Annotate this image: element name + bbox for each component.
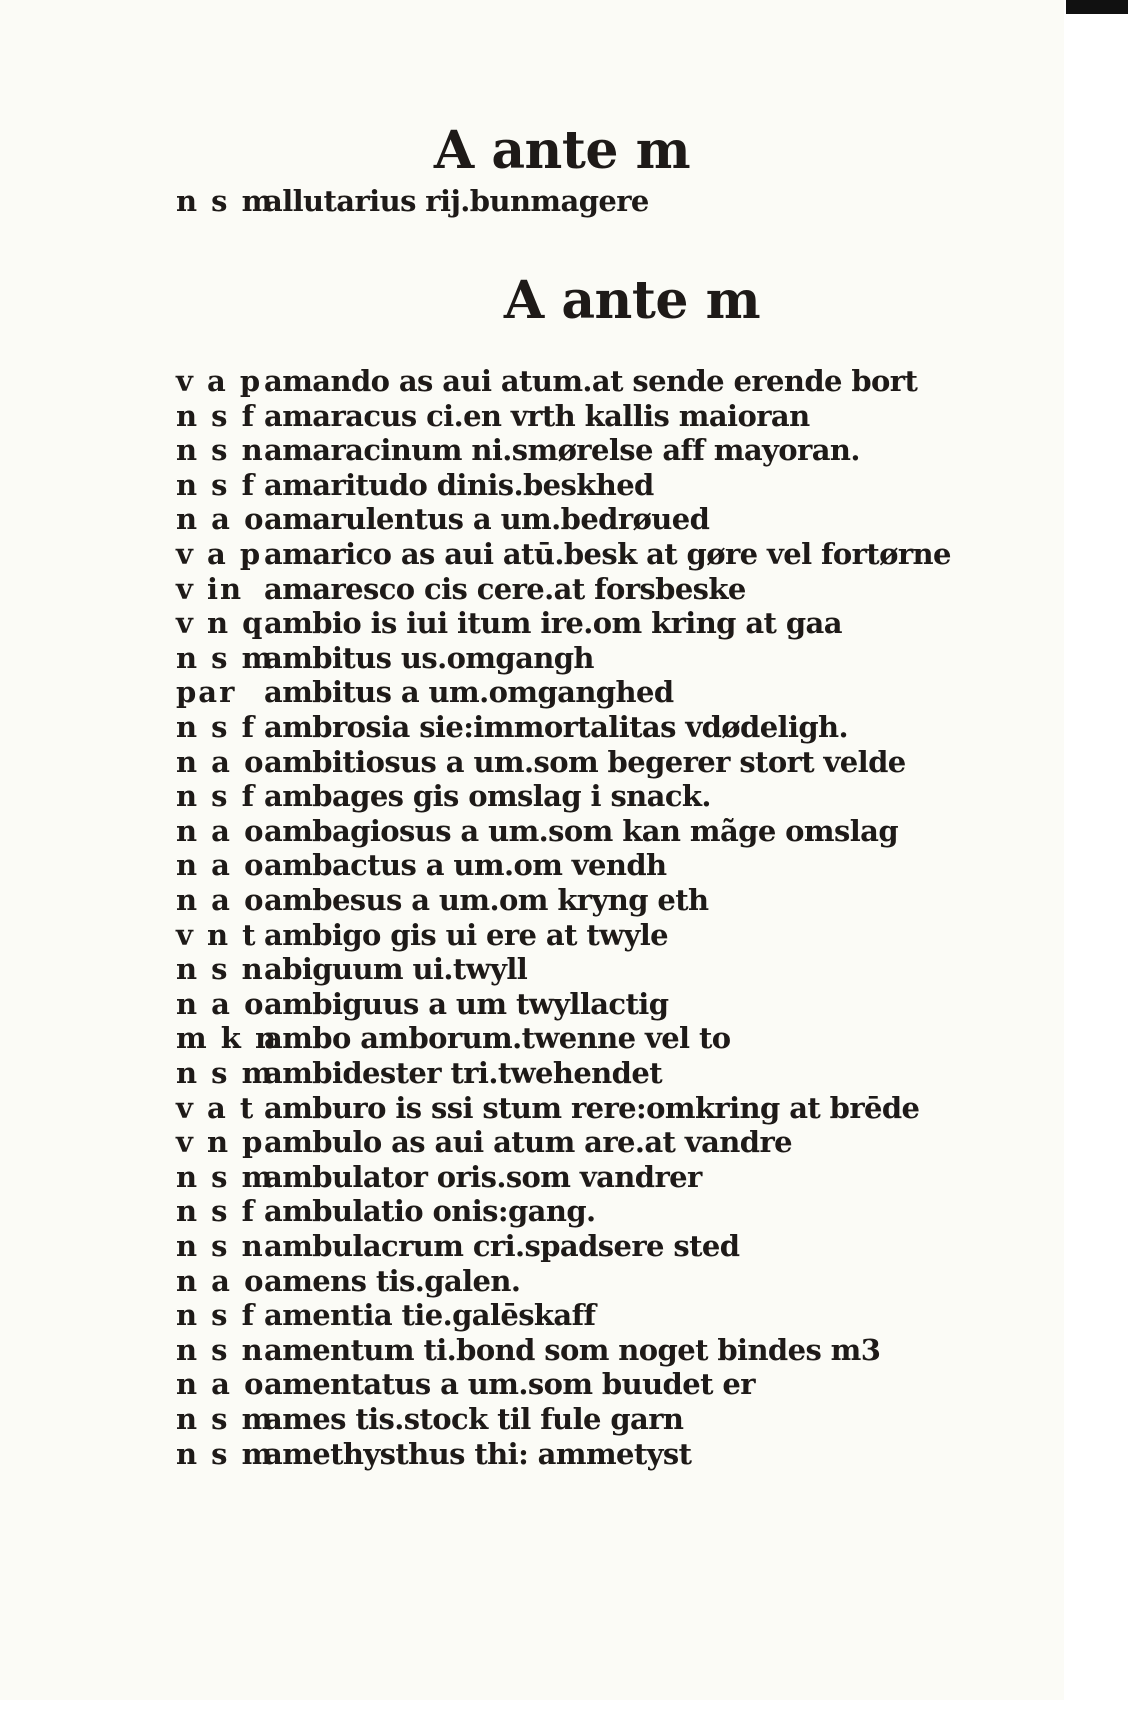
dictionary-entry <box>176 1160 702 1194</box>
dictionary-entry <box>176 1402 683 1436</box>
dictionary-entry <box>176 433 860 467</box>
entry-text: allutarius rij.bunmagere <box>264 184 649 218</box>
grammar-code: n a o <box>176 883 266 917</box>
grammar-code: n s f <box>176 1298 257 1332</box>
dictionary-entry <box>176 1229 739 1263</box>
entry-text: ambio is iui itum ire.om kring at gaa <box>264 606 842 640</box>
section-heading: A ante m <box>433 120 691 181</box>
grammar-code: v n t <box>176 918 258 952</box>
dictionary-entry <box>176 184 649 218</box>
entry-text: ambigo gis ui ere at twyle <box>264 918 669 952</box>
entry-text: ambitus us.omgangh <box>264 641 594 675</box>
grammar-code: v a t <box>176 1091 256 1125</box>
entry-text: ambrosia sie:immortalitas vdødeligh. <box>264 710 849 744</box>
dictionary-entry <box>176 572 746 606</box>
grammar-code: n s n <box>176 952 265 986</box>
grammar-code: n s m <box>176 1160 275 1194</box>
entry-text: abiguum ui.twyll <box>264 952 528 986</box>
dictionary-entry <box>176 1437 691 1471</box>
grammar-code: n a o <box>176 814 266 848</box>
dictionary-entry <box>176 468 654 502</box>
entry-text: ames tis.stock til fule garn <box>264 1402 684 1436</box>
entry-text: amentia tie.galēskaff <box>264 1298 596 1332</box>
grammar-code: n s f <box>176 1194 257 1228</box>
entry-text: amarulentus a um.bedrøued <box>264 502 710 536</box>
dictionary-entry <box>176 606 842 640</box>
dictionary-entry <box>176 537 951 571</box>
entry-text: amentatus a um.som buudet er <box>264 1367 755 1401</box>
grammar-code: n s f <box>176 710 257 744</box>
dictionary-entry <box>176 848 667 882</box>
grammar-code: n s n <box>176 1333 265 1367</box>
entry-text: ambulator oris.som vandrer <box>264 1160 702 1194</box>
dictionary-entry <box>176 779 711 813</box>
grammar-code: n s n <box>176 433 265 467</box>
entry-text: ambages gis omslag i snack. <box>264 779 711 813</box>
dictionary-entry <box>176 502 709 536</box>
grammar-code: n s m <box>176 184 275 218</box>
grammar-code: n a o <box>176 1264 266 1298</box>
entry-text: ambulatio onis:gang. <box>264 1194 596 1228</box>
entry-text: amaracus ci.en vrth kallis maioran <box>264 399 810 433</box>
dictionary-entry <box>176 1264 520 1298</box>
entry-text: ambagiosus a um.som kan mãge omslag <box>264 814 899 848</box>
dictionary-entry <box>176 1125 792 1159</box>
grammar-code: v n p <box>176 1125 265 1159</box>
grammar-code: v n q <box>176 606 265 640</box>
entry-text: amens tis.galen. <box>264 1264 521 1298</box>
grammar-code: n s m <box>176 1437 275 1471</box>
dictionary-entry <box>176 1298 595 1332</box>
dictionary-entry <box>176 675 674 709</box>
grammar-code: n a o <box>176 848 266 882</box>
entry-text: amaracinum ni.smørelse aff mayoran. <box>264 433 860 467</box>
entry-text: amaresco cis cere.at forsbeske <box>264 572 746 606</box>
dictionary-entry <box>176 1091 919 1125</box>
dictionary-entry <box>176 641 594 675</box>
grammar-code: n s f <box>176 468 257 502</box>
grammar-code: n s m <box>176 1402 275 1436</box>
dictionary-entry <box>176 1367 755 1401</box>
entry-text: ambulacrum cri.spadsere sted <box>264 1229 740 1263</box>
entry-text: ambitiosus a um.som begerer stort velde <box>264 745 906 779</box>
scan-edge-bar <box>1066 0 1128 14</box>
grammar-code: n s m <box>176 641 275 675</box>
entry-text: ambidester tri.twehendet <box>264 1056 662 1090</box>
entry-text: amaritudo dinis.beskhed <box>264 468 654 502</box>
grammar-code: v a p <box>176 364 263 398</box>
grammar-code: n a o <box>176 987 266 1021</box>
dictionary-entry <box>176 745 906 779</box>
dictionary-entry <box>176 1333 880 1367</box>
dictionary-entry <box>176 1056 662 1090</box>
entry-text: amarico as aui atū.besk at gøre vel fortørne <box>264 537 951 571</box>
dictionary-entry <box>176 399 810 433</box>
entry-text: amburo is ssi stum rere:omkring at brēde <box>264 1091 920 1125</box>
grammar-code: v a p <box>176 537 263 571</box>
grammar-code: n s f <box>176 779 257 813</box>
dictionary-entry <box>176 952 527 986</box>
entry-text: ambactus a um.om vendh <box>264 848 667 882</box>
dictionary-entry <box>176 918 668 952</box>
entry-text: ambiguus a um twyllactig <box>264 987 669 1021</box>
dictionary-entry <box>176 883 709 917</box>
entry-text: amando as aui atum.at sende erende bort <box>264 364 918 398</box>
grammar-code: n a o <box>176 502 266 536</box>
dictionary-entry <box>176 1194 596 1228</box>
grammar-code: par <box>176 675 237 709</box>
dictionary-entry <box>176 987 668 1021</box>
grammar-code: n s m <box>176 1056 275 1090</box>
entry-text: amethysthus thi: ammetyst <box>264 1437 692 1471</box>
dictionary-entry <box>176 1021 731 1055</box>
grammar-code: m k n <box>176 1021 279 1055</box>
grammar-code: n s n <box>176 1229 265 1263</box>
entry-text: ambitus a um.omganghed <box>264 675 674 709</box>
grammar-code: n a o <box>176 745 266 779</box>
dictionary-entry <box>176 364 917 398</box>
section-heading: A ante m <box>503 270 761 331</box>
entry-text: ambesus a um.om kryng eth <box>264 883 709 917</box>
grammar-code: n a o <box>176 1367 266 1401</box>
entry-text: amentum ti.bond som noget bindes m3 <box>264 1333 881 1367</box>
dictionary-entry <box>176 710 848 744</box>
entry-text: ambulo as aui atum are.at vandre <box>264 1125 792 1159</box>
grammar-code: n s f <box>176 399 257 433</box>
grammar-code: v in <box>176 572 244 606</box>
entry-text: ambo amborum.twenne vel to <box>264 1021 731 1055</box>
dictionary-entry <box>176 814 898 848</box>
